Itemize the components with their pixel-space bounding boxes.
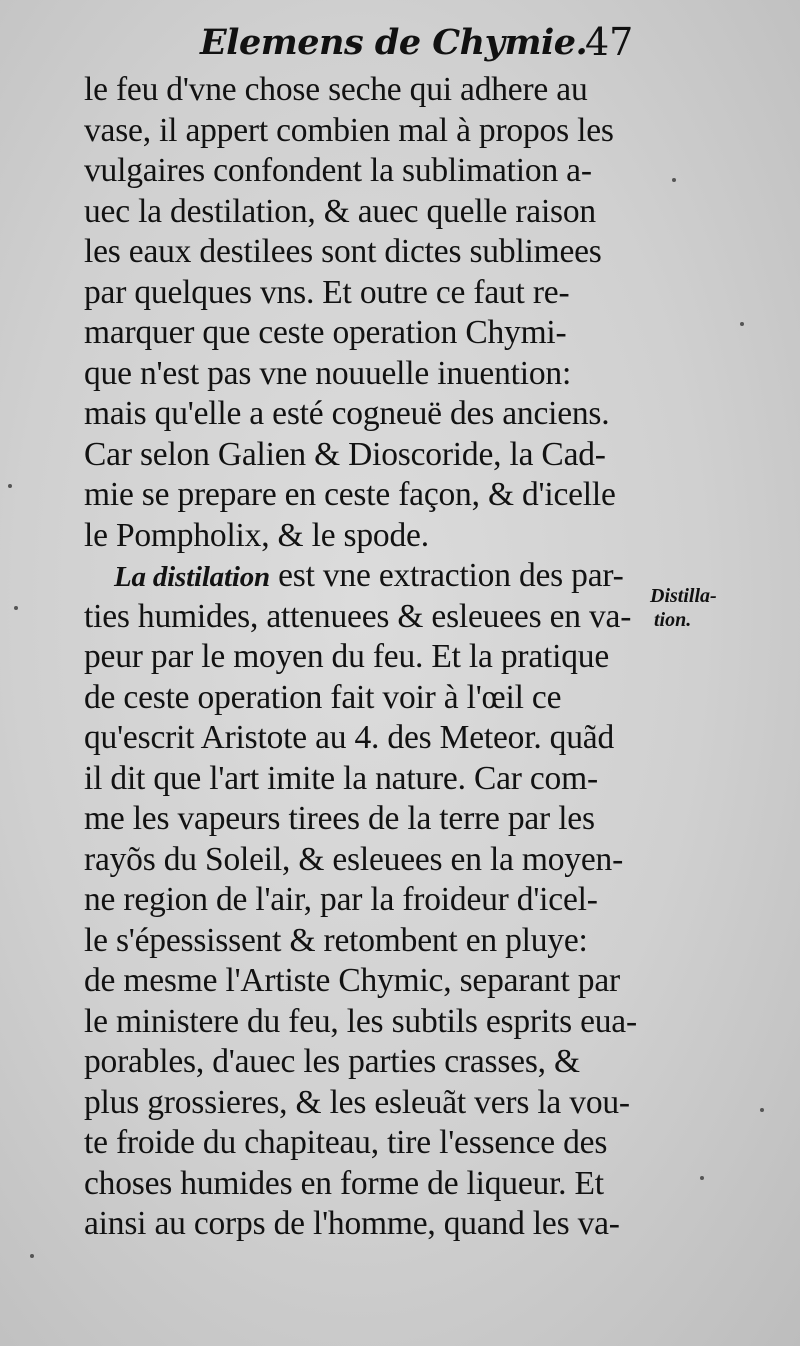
text-line: plus grossieres, & les esleuãt vers la vou- <box>84 1083 630 1121</box>
text-line: le s'épessissent & retombent en pluye: <box>84 921 588 959</box>
text-line: porables, d'auec les parties crasses, & <box>84 1043 580 1080</box>
ink-speck <box>700 1176 704 1180</box>
paragraph-lead-line <box>84 556 644 597</box>
text-line: il dit que l'art imite la nature. Car com- <box>84 759 598 797</box>
margin-note-line: tion. <box>654 609 692 631</box>
text-line: ne region de l'air, par la froideur d'icel- <box>84 881 598 918</box>
margin-note-line: Distilla- <box>650 585 717 607</box>
ink-speck <box>14 606 18 610</box>
text-line: le Pompholix, & le spode. <box>84 516 429 554</box>
ink-speck <box>8 484 12 488</box>
page-number: 47 <box>585 20 634 64</box>
text-line: que n'est pas vne nouuelle inuention: <box>84 354 572 392</box>
ink-speck <box>760 1108 764 1112</box>
text-line: le feu d'vne chose seche qui adhere au <box>84 71 588 108</box>
text-line: de ceste operation fait voir à l'œil ce <box>84 678 562 716</box>
text-line: marquer que ceste operation Chymi- <box>84 314 567 351</box>
text-line: ties humides, attenuees & esleuees en va- <box>84 597 632 635</box>
margin-note <box>650 584 750 632</box>
text-line: vase, il appert combien mal à propos les <box>84 111 614 149</box>
text-line: mais qu'elle a esté cogneuë des anciens. <box>84 395 610 432</box>
text-line: Car selon Galien & Dioscoride, la Cad- <box>84 435 606 473</box>
text-line: les eaux destilees sont dictes sublimees <box>84 233 602 270</box>
page-header <box>0 18 800 68</box>
text-line: ainsi au corps de l'homme, quand les va- <box>84 1205 620 1242</box>
text-line: me les vapeurs tirees de la terre par les <box>84 800 595 837</box>
running-title: Elemens de Chymie. <box>200 22 588 63</box>
ink-speck <box>740 322 744 326</box>
paragraph-lead-italic: La distilation <box>114 561 270 593</box>
text-line: le ministere du feu, les subtils esprits eua- <box>84 1002 637 1040</box>
text-line: mie se prepare en ceste façon, & d'icelle <box>84 476 616 513</box>
text-line: choses humides en forme de liqueur. Et <box>84 1164 604 1202</box>
text-line: qu'escrit Aristote au 4. des Meteor. quãd <box>84 719 614 756</box>
text-line: par quelques vns. Et outre ce faut re- <box>84 273 570 311</box>
paragraph-lead-rest: est vne extraction des par- <box>269 557 624 594</box>
ink-speck <box>672 178 676 182</box>
text-line: peur par le moyen du feu. Et la pratique <box>84 638 610 675</box>
text-line: de mesme l'Artiste Chymic, separant par <box>84 962 620 999</box>
body-text <box>84 70 644 1245</box>
text-line: uec la destilation, & auec quelle raison <box>84 192 596 230</box>
text-line: vulgaires confondent la sublimation a- <box>84 152 592 189</box>
text-line: te froide du chapiteau, tire l'essence des <box>84 1124 608 1161</box>
text-line: rayõs du Soleil, & esleuees en la moyen- <box>84 840 624 878</box>
ink-speck <box>30 1254 34 1258</box>
